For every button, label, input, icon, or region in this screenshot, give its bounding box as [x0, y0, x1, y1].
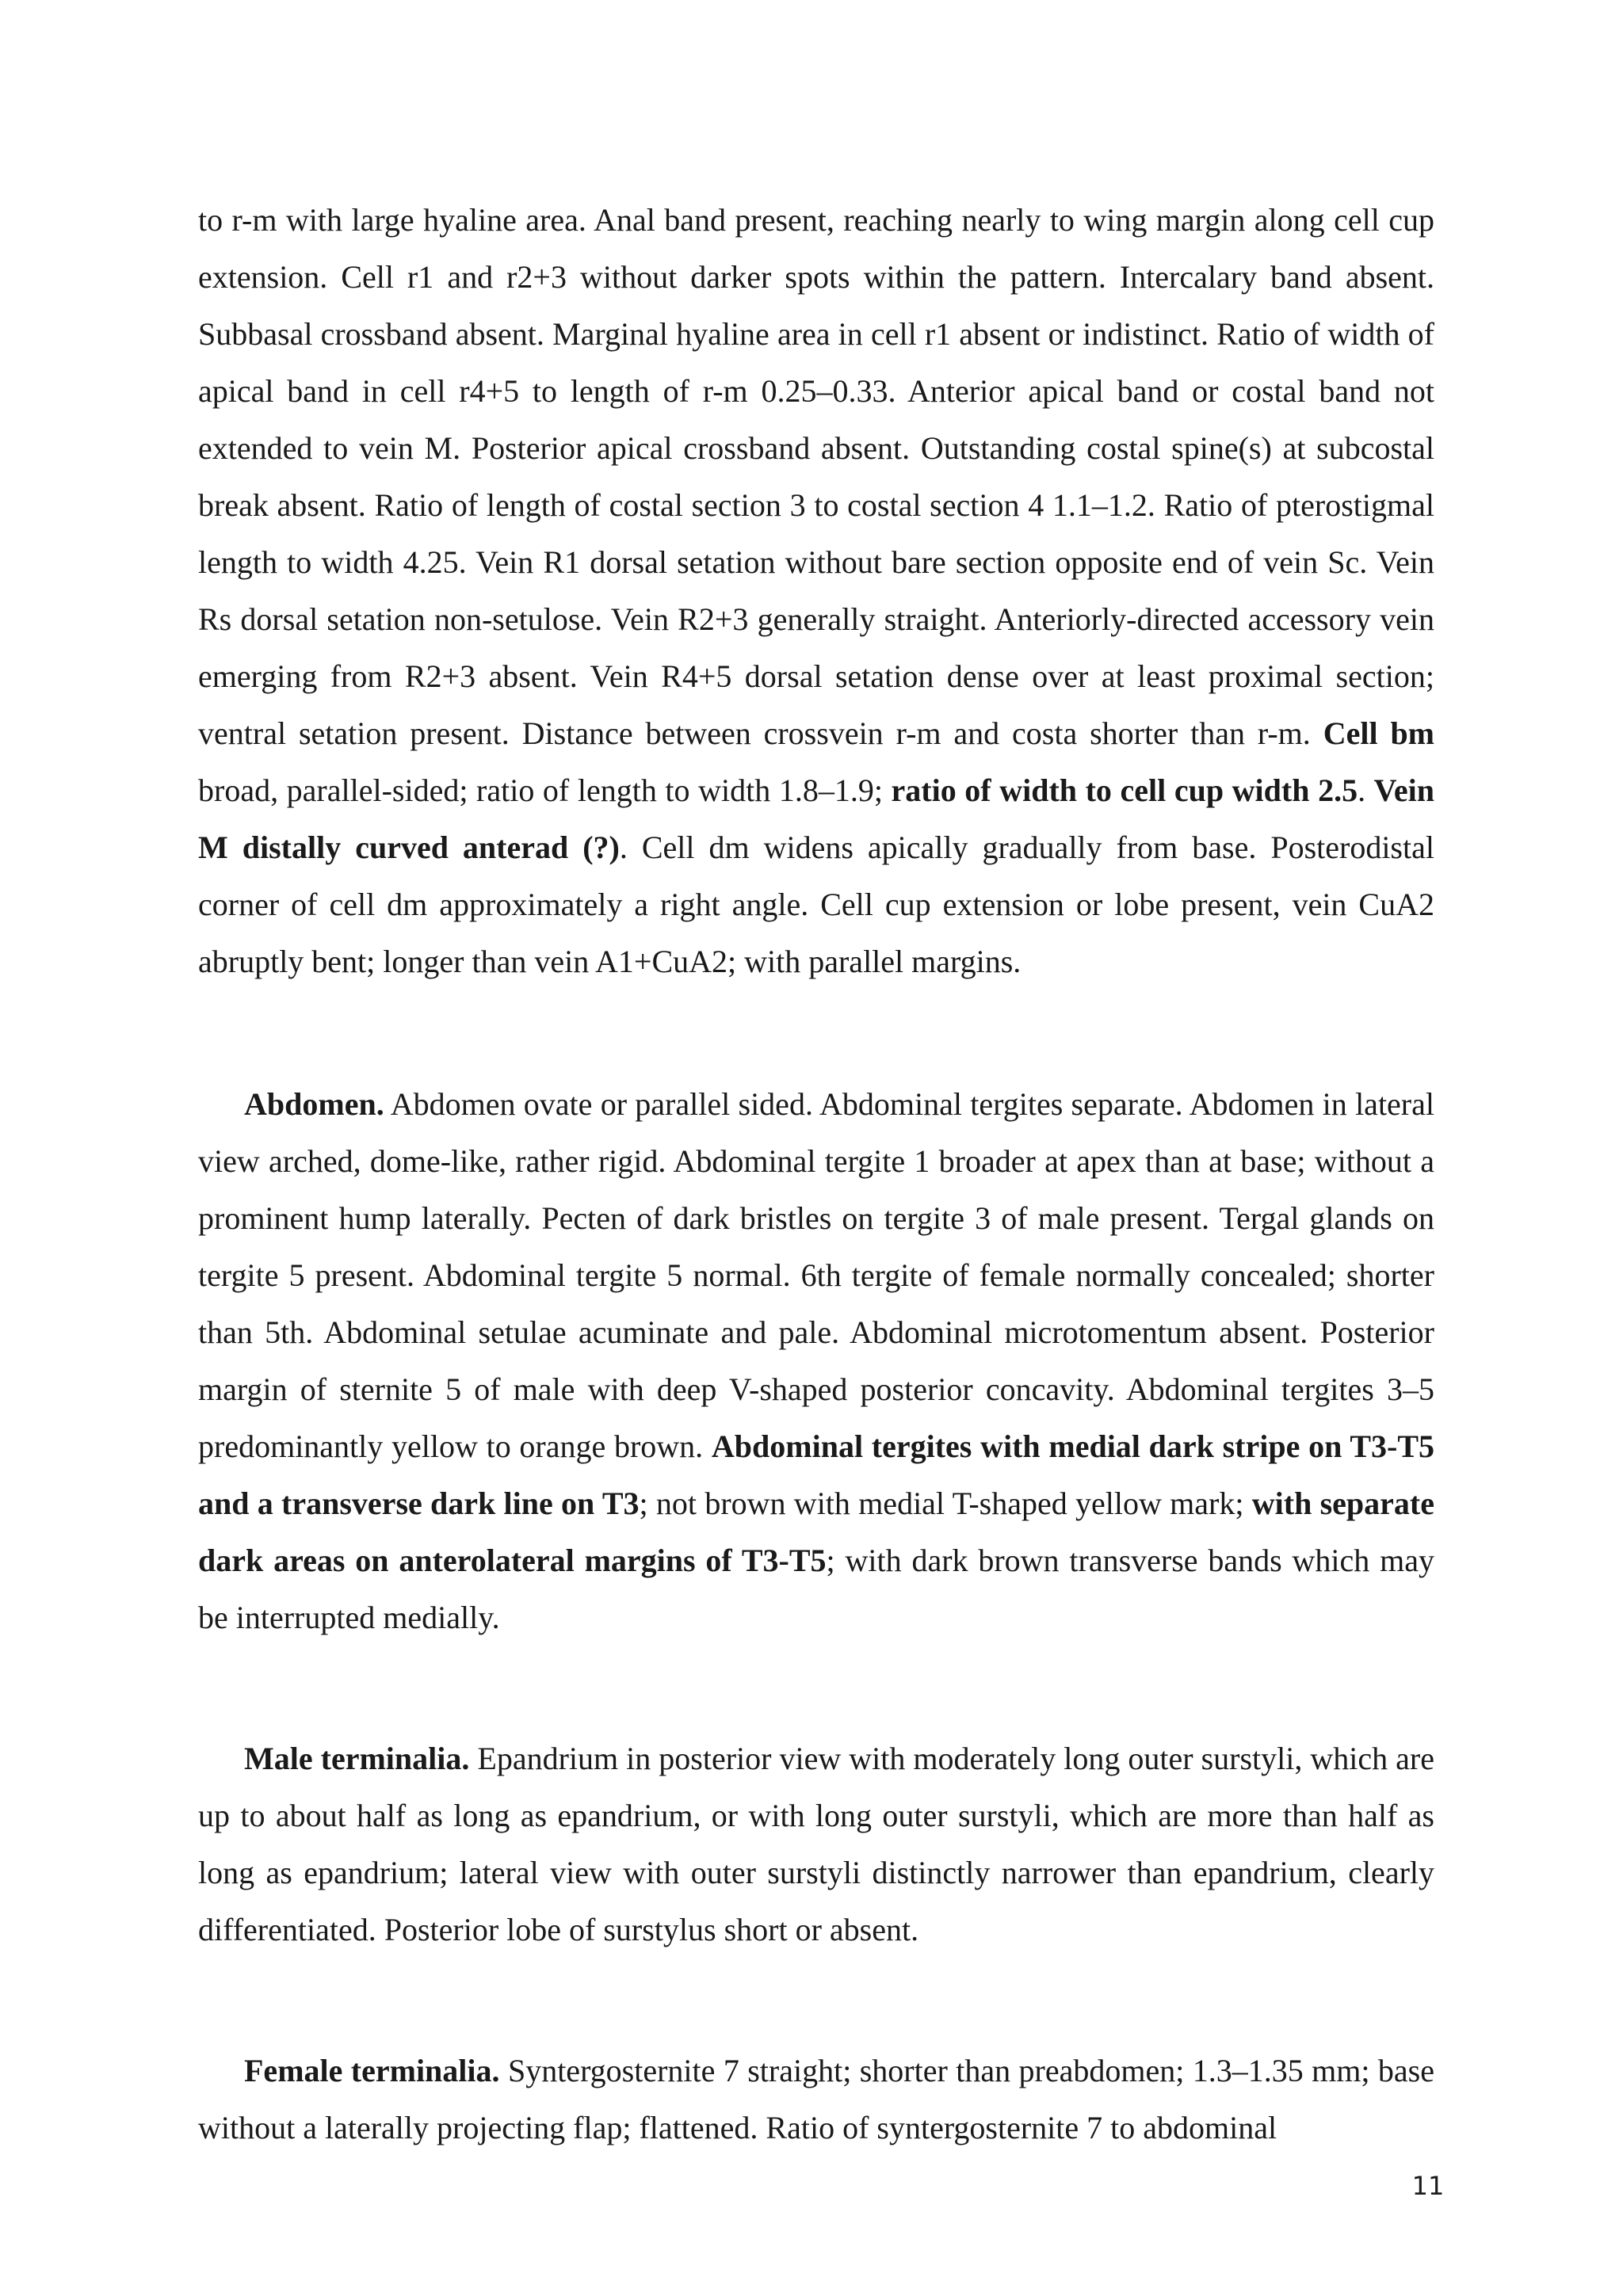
- abdomen-bold-areas: with separate dark areas on anterolateral margins of T3-T5: [198, 1486, 1435, 1578]
- document-body: [198, 192, 1434, 2157]
- abdomen-paragraph: [198, 1076, 1434, 1646]
- abdomen-text-3: ; with dark brown transverse bands which may be interrupted medially.: [198, 1543, 1434, 1635]
- wing-bold-ratio: ratio of width to cell cup width 2.5: [891, 772, 1358, 808]
- wing-paragraph: [198, 192, 1434, 990]
- male-terminalia-text: Epandrium in posterior view with moderately long outer surstyli, which are up to about half as long as epandrium, or with long outer surstyli, which are more than half as long as epandrium; lateral view with outer surstyli distinctly narrower than epandrium, clearly differentiated. Posterior lobe of surstylus short or absent.: [198, 1741, 1435, 1947]
- male-terminalia-paragraph: [198, 1730, 1434, 1958]
- page-number: 11: [1411, 2171, 1445, 2201]
- abdomen-text-2: ; not brown with medial T-shaped yellow mark;: [639, 1486, 1252, 1521]
- wing-bold-vein-m: Vein M distally curved anterad (?): [198, 772, 1434, 865]
- wing-text-1: to r-m with large hyaline area. Anal band present, reaching nearly to wing margin along cell cup extension. Cell r1 and r2+3 without darker spots within the pattern. Intercalary band absent. Subbasal crossband absent. Marginal hyaline area in cell r1 absent or indistinct. Ratio of width of apical band in cell r4+5 to length of r-m 0.25–0.33. Anterior apical band or costal band not extended to vein M. Posterior apical crossband absent. Outstanding costal spine(s) at subcostal break absent. Ratio of length of costal section 3 to costal section 4 1.1–1.2. Ratio of pterostigmal length to width 4.25. Vein R1 dorsal setation without bare section opposite end of vein Sc. Vein Rs dorsal setation non-setulose. Vein R2+3 generally straight. Anteriorly-directed accessory vein emerging from R2+3 absent. Vein R4+5 dorsal setation dense over at least proximal section; ventral setation present. Distance between crossvein r-m and costa shorter than r-m.: [198, 202, 1434, 751]
- wing-text-4: . Cell dm widens apically gradually from base. Posterodistal corner of cell dm approximately a right angle. Cell cup extension or lobe present, vein CuA2 abruptly bent; longer than vein A1+CuA2; with parallel margins.: [198, 830, 1434, 979]
- abdomen-heading: Abdomen.: [244, 1086, 384, 1122]
- female-terminalia-heading: Female terminalia.: [244, 2053, 500, 2088]
- abdomen-bold-stripe: Abdominal tergites with medial dark stripe on T3-T5 and a transverse dark line on T3: [198, 1428, 1434, 1521]
- wing-text-2: broad, parallel-sided; ratio of length to width 1.8–1.9;: [198, 772, 892, 808]
- male-terminalia-heading: Male terminalia.: [244, 1741, 470, 1776]
- wing-bold-cell-bm: Cell bm: [1323, 715, 1435, 751]
- female-terminalia-paragraph: [198, 2042, 1434, 2157]
- female-terminalia-text: Syntergosternite 7 straight; shorter than preabdomen; 1.3–1.35 mm; base without a laterally projecting flap; flattened. Ratio of syntergosternite 7 to abdominal: [198, 2053, 1435, 2145]
- abdomen-text-1: Abdomen ovate or parallel sided. Abdominal tergites separate. Abdomen in lateral view arched, dome-like, rather rigid. Abdominal tergite 1 broader at apex than at base; without a prominent hump laterally. Pecten of dark bristles on tergite 3 of male present. Tergal glands on tergite 5 present. Abdominal tergite 5 normal. 6th tergite of female normally concealed; shorter than 5th. Abdominal setulae acuminate and pale. Abdominal microtomentum absent. Posterior margin of sternite 5 of male with deep V-shaped posterior concavity. Abdominal tergites 3–5 predominantly yellow to orange brown.: [198, 1086, 1434, 1464]
- wing-text-3: .: [1358, 772, 1374, 808]
